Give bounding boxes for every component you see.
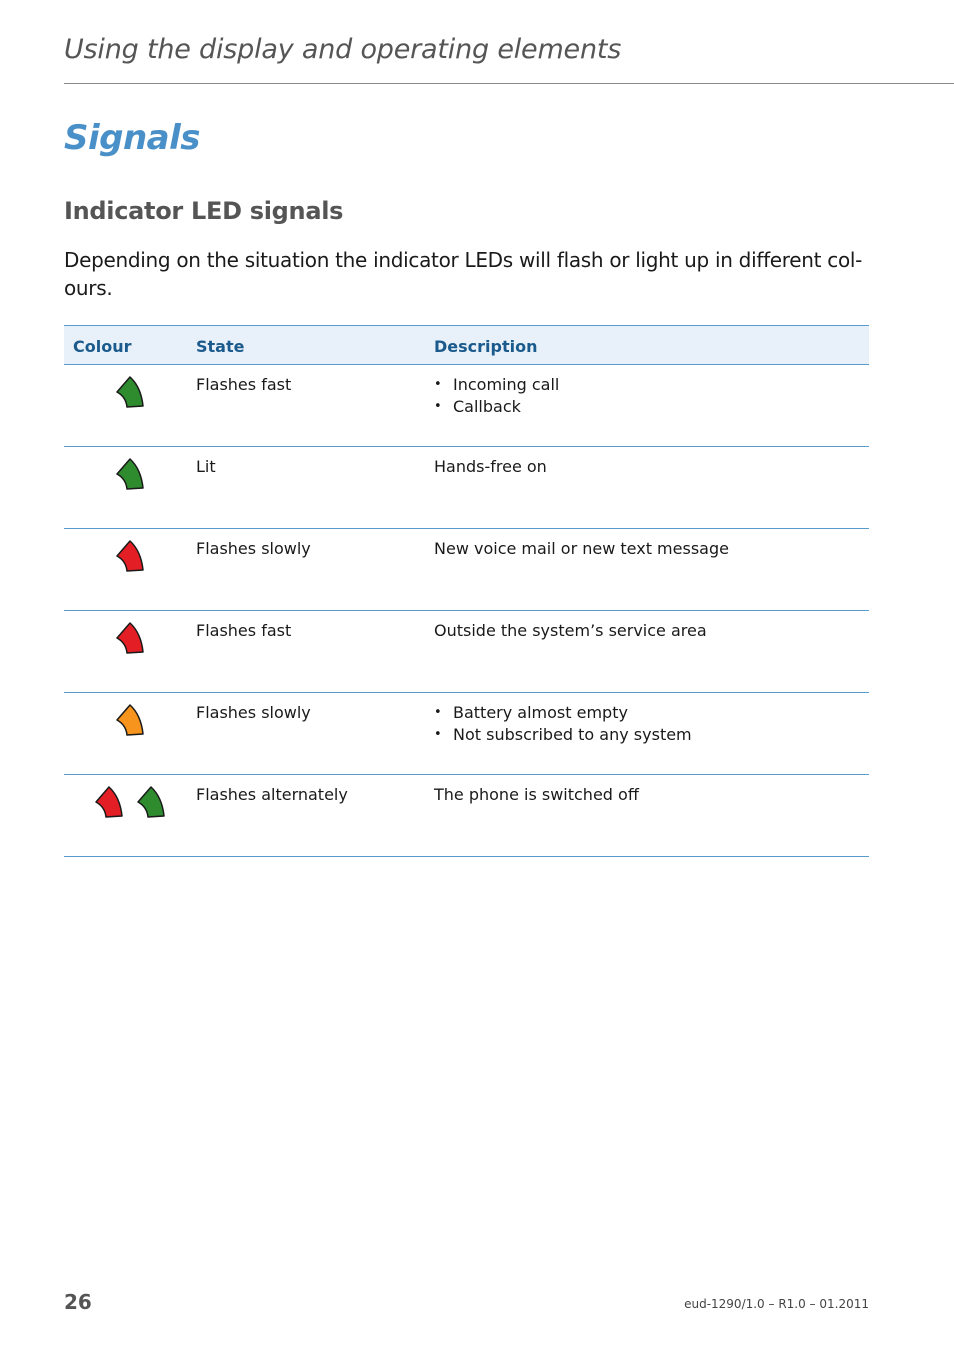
green-led-icon [115, 457, 145, 491]
colour-cell [64, 611, 196, 693]
column-header-colour: Colour [64, 326, 196, 365]
description-list-item: • Not subscribed to any system [434, 724, 869, 746]
page-title: Signals [64, 118, 201, 158]
table-header-row [64, 326, 869, 365]
description-list-item: • Incoming call [434, 374, 869, 396]
description-cell: The phone is switched off [434, 775, 869, 857]
red-led-icon [94, 785, 124, 819]
table-body [64, 365, 869, 857]
green-led-icon [136, 785, 166, 819]
colour-cell [64, 529, 196, 611]
state-cell: Lit [196, 447, 434, 529]
state-cell: Flashes fast [196, 365, 434, 447]
colour-cell [64, 447, 196, 529]
description-list [434, 702, 869, 746]
table-row [64, 611, 869, 693]
column-header-description: Description [434, 326, 869, 365]
state-cell: Flashes alternately [196, 775, 434, 857]
running-head-title: Using the display and operating elements [64, 34, 622, 65]
state-cell: Flashes slowly [196, 529, 434, 611]
colour-cell [64, 775, 196, 857]
colour-cell [64, 693, 196, 775]
colour-cell [64, 365, 196, 447]
red-led-icon [115, 539, 145, 573]
description-cell: Outside the system’s service area [434, 611, 869, 693]
led-signals-table [64, 325, 869, 857]
section-heading: Indicator LED signals [64, 197, 344, 225]
table-row [64, 365, 869, 447]
page-number: 26 [64, 1290, 92, 1314]
intro-paragraph: Depending on the situation the indicator LEDs will flash or light up in different col-ours. [64, 248, 863, 300]
state-cell: Flashes fast [196, 611, 434, 693]
column-header-state: State [196, 326, 434, 365]
red-led-icon [115, 621, 145, 655]
description-cell: Hands-free on [434, 447, 869, 529]
document-id: eud-1290/1.0 – R1.0 – 01.2011 [684, 1297, 869, 1311]
description-list-item: • Callback [434, 396, 869, 418]
description-cell: New voice mail or new text message [434, 529, 869, 611]
description-cell [434, 365, 869, 447]
table-row [64, 529, 869, 611]
table-row [64, 693, 869, 775]
description-list-item: • Battery almost empty [434, 702, 869, 724]
state-cell: Flashes slowly [196, 693, 434, 775]
orange-led-icon [115, 703, 145, 737]
green-led-icon [115, 375, 145, 409]
table-row [64, 447, 869, 529]
table-row [64, 775, 869, 857]
description-list [434, 374, 869, 418]
header-rule [64, 83, 954, 84]
description-cell [434, 693, 869, 775]
